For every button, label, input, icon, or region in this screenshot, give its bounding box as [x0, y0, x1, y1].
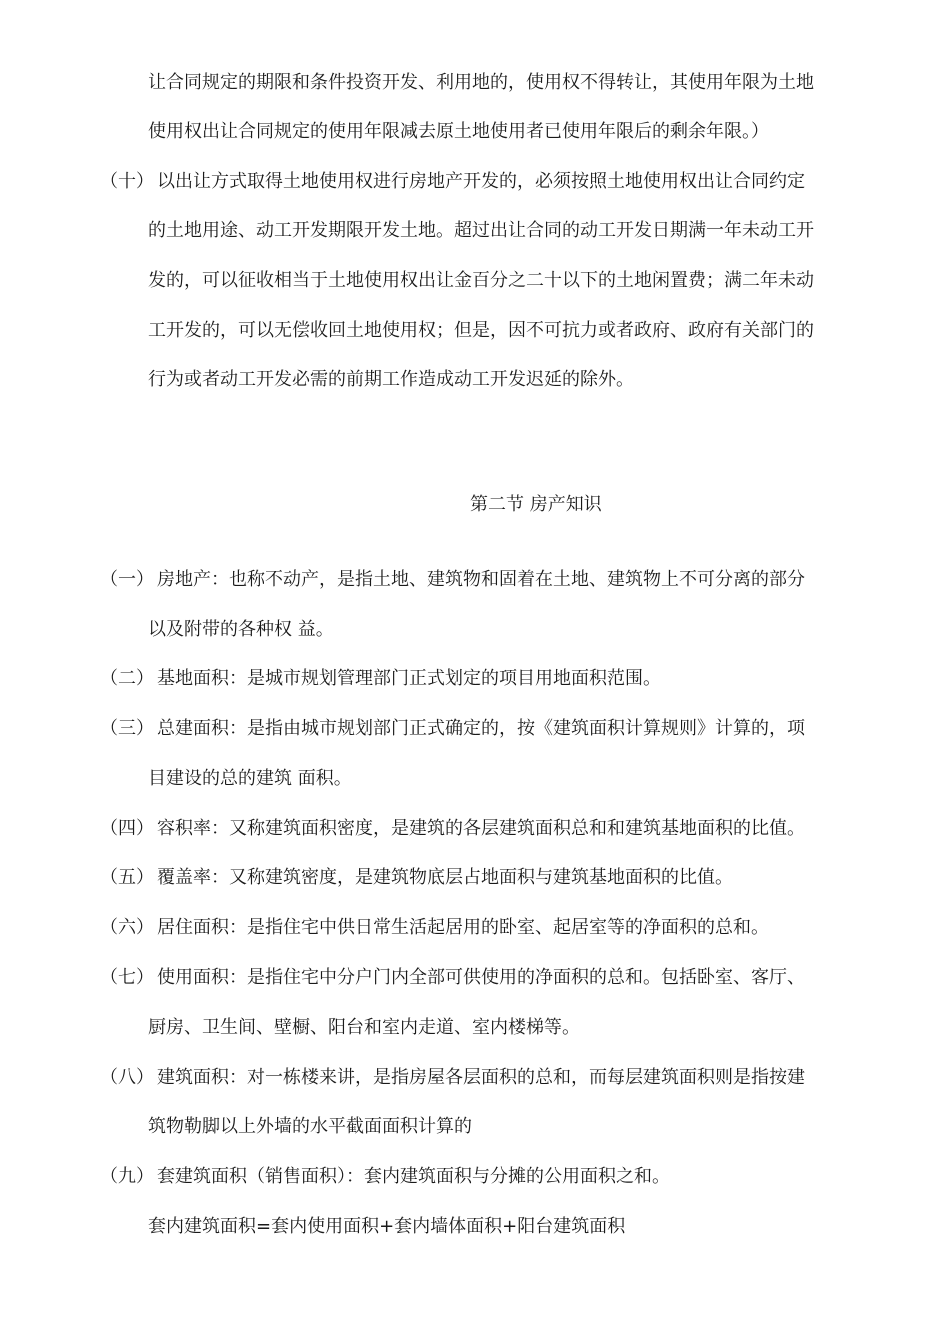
item-number: （九）	[100, 1166, 154, 1187]
item10-line-5: 行为或者动工开发必需的前期工作造成动工开发迟延的除外。	[148, 369, 634, 390]
item-number: （三）	[100, 718, 154, 739]
item-number: （六）	[100, 917, 154, 938]
definition-line: 基地面积：是城市规划管理部门正式划定的项目用地面积范围。	[157, 668, 661, 689]
definition-line: 房地产：也称不动产，是指土地、建筑物和固着在土地、建筑物上不可分离的部分	[157, 569, 805, 590]
item-number: （一）	[100, 569, 154, 590]
item10-line-3: 发的，可以征收相当于土地使用权出让金百分之二十以下的土地闲置费；满二年未动	[148, 270, 814, 291]
intro-line-2: 使用权出让合同规定的使用年限减去原土地使用者已使用年限后的剩余年限。）	[148, 121, 769, 142]
item-number: （五）	[100, 867, 154, 888]
definition-line: 使用面积：是指住宅中分户门内全部可供使用的净面积的总和。包括卧室、客厅、	[157, 967, 805, 988]
intro-line-1: 让合同规定的期限和条件投资开发、利用地的，使用权不得转让，其使用年限为土地	[148, 72, 814, 93]
item-number: （八）	[100, 1067, 154, 1088]
section-title: 第二节 房产知识	[470, 494, 602, 515]
definition-line: 总建面积：是指由城市规划部门正式确定的，按《建筑面积计算规则》计算的，项	[157, 718, 805, 739]
item10-line-1: 以出让方式取得土地使用权进行房地产开发的，必须按照土地使用权出让合同约定	[157, 171, 805, 192]
item-number: （七）	[100, 967, 154, 988]
definition-line: 目建设的总的建筑 面积。	[148, 768, 352, 789]
definition-line: 建筑面积：对一栋楼来讲，是指房屋各层面积的总和，而每层建筑面积则是指按建	[157, 1067, 805, 1088]
definition-line: 覆盖率：又称建筑密度，是建筑物底层占地面积与建筑基地面积的比值。	[157, 867, 733, 888]
item-number: （二）	[100, 668, 154, 689]
item10-line-4: 工开发的，可以无偿收回土地使用权；但是，因不可抗力或者政府、政府有关部门的	[148, 320, 814, 341]
definition-line: 容积率：又称建筑面积密度，是建筑的各层建筑面积总和和建筑基地面积的比值。	[157, 818, 805, 839]
item-number: （四）	[100, 818, 154, 839]
item-number: （十）	[100, 171, 154, 192]
definition-line: 以及附带的各种权 益。	[148, 619, 334, 640]
definition-line: 居住面积：是指住宅中供日常生活起居用的卧室、起居室等的净面积的总和。	[157, 917, 769, 938]
definition-line: 厨房、卫生间、壁橱、阳台和室内走道、室内楼梯等。	[148, 1017, 580, 1038]
definition-line: 套建筑面积（销售面积）：套内建筑面积与分摊的公用面积之和。	[157, 1166, 670, 1187]
formula-line: 套内建筑面积=套内使用面积+套内墙体面积+阳台建筑面积	[148, 1216, 626, 1237]
definition-line: 筑物勒脚以上外墙的水平截面面积计算的	[148, 1116, 472, 1137]
item10-line-2: 的土地用途、动工开发期限开发土地。超过出让合同的动工开发日期满一年未动工开	[148, 220, 814, 241]
